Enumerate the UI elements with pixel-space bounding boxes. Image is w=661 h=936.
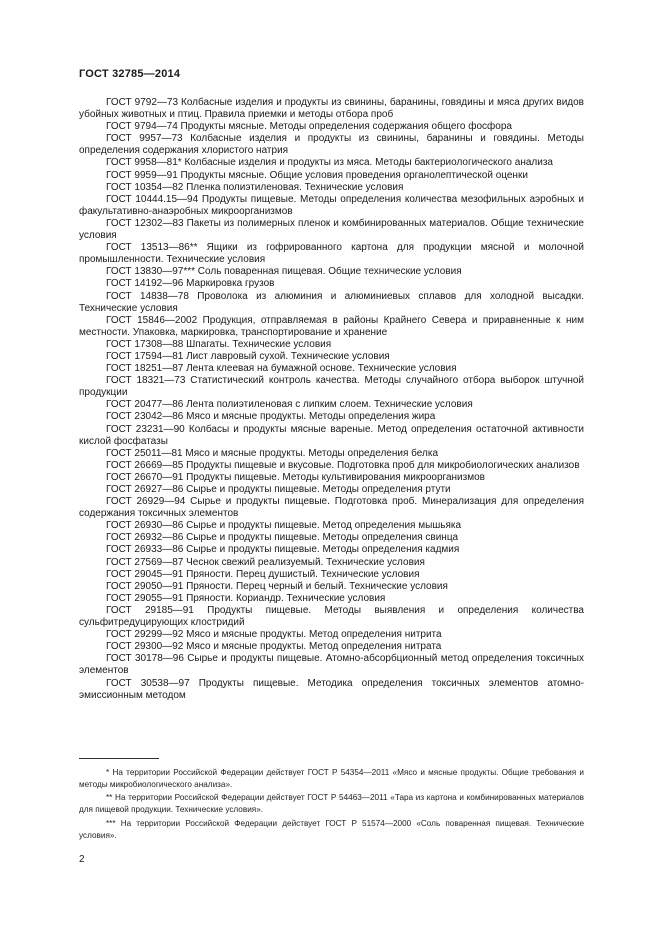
reference-entry: ГОСТ 14192—96 Маркировка грузов xyxy=(106,278,275,290)
reference-entry: ГОСТ 23042—86 Мясо и мясные продукты. Методы определения жира xyxy=(106,411,436,423)
reference-entry: ГОСТ 9958—81* Колбасные изделия и продукты из мяса. Методы бактериологического анализа xyxy=(106,157,553,169)
reference-entry: ГОСТ 10444.15—94 Продукты пищевые. Методы определения количества мезофильных аэробных и факультативно-анаэробных микроорганизмов xyxy=(79,193,584,217)
reference-entry: ГОСТ 9957—73 Колбасные изделия и продукты из свинины, баранины и говядины. Методы определения содержания хлористого натрия xyxy=(79,133,584,157)
reference-entry: ГОСТ 13513—86** Ящики из гофрированного картона для продукции мясной и молочной промышленности. Технические условия xyxy=(79,242,584,266)
document-header: ГОСТ 32785—2014 xyxy=(79,68,181,80)
normative-references-list xyxy=(79,97,584,702)
reference-entry: ГОСТ 29299—92 Мясо и мясные продукты. Метод определения нитрита xyxy=(106,629,442,641)
footnote: *** На территории Российской Федерации действует ГОСТ Р 51574—2000 «Соль поваренная пищевая. Технические условия». xyxy=(79,818,584,840)
reference-entry: ГОСТ 26929—94 Сырье и продукты пищевые. Подготовка проб. Минерализация для определения содержания токсичных элементов xyxy=(79,496,584,520)
footnote-divider xyxy=(79,758,159,759)
reference-entry: ГОСТ 9794—74 Продукты мясные. Методы определения содержания общего фосфора xyxy=(106,121,512,133)
reference-entry: ГОСТ 26669—85 Продукты пищевые и вкусовые. Подготовка проб для микробиологических анализов xyxy=(106,459,580,471)
reference-entry: ГОСТ 9792—73 Колбасные изделия и продукты из свинины, баранины, говядины и мяса других видов убойных животных и птиц. Правила приемки и методы отбора проб xyxy=(79,97,584,121)
reference-entry: ГОСТ 26933—86 Сырье и продукты пищевые. Методы определения кадмия xyxy=(106,544,460,556)
reference-entry: ГОСТ 13830—97*** Соль поваренная пищевая. Общие технические условия xyxy=(106,266,462,278)
reference-entry: ГОСТ 17308—88 Шпагаты. Технические условия xyxy=(106,338,332,350)
reference-entry: ГОСТ 27569—87 Чеснок свежий реализуемый. Технические условия xyxy=(106,556,425,568)
reference-entry: ГОСТ 26932—86 Сырье и продукты пищевые. Методы определения свинца xyxy=(106,532,459,544)
page-number: 2 xyxy=(79,854,85,865)
reference-entry: ГОСТ 12302—83 Пакеты из полимерных пленок и комбинированных материалов. Общие технические условия xyxy=(79,217,584,242)
reference-entry: ГОСТ 15846—2002 Продукция, отправляемая в районы Крайнего Севера и приравненные к ним местности. Упаковка, маркировка, транспортирование и хранение xyxy=(79,314,584,338)
reference-entry: ГОСТ 18321—73 Статистический контроль качества. Методы случайного отбора выборок штучной продукции xyxy=(79,375,584,399)
reference-entry: ГОСТ 29300—92 Мясо и мясные продукты. Метод определения нитрата xyxy=(106,641,442,653)
reference-entry: ГОСТ 18251—87 Лента клеевая на бумажной основе. Технические условия xyxy=(106,363,457,375)
reference-entry: ГОСТ 29055—91 Пряности. Кориандр. Технические условия xyxy=(106,592,386,604)
reference-entry: ГОСТ 10354—82 Пленка полиэтиленовая. Технические условия xyxy=(106,181,404,193)
reference-entry: ГОСТ 29050—91 Пряности. Перец черный и белый. Технические условия xyxy=(106,580,448,592)
reference-entry: ГОСТ 30178—96 Сырье и продукты пищевые. Атомно-абсорбционный метод определения токсичных элементов xyxy=(79,653,584,677)
reference-entry: ГОСТ 17594—81 Лист лавровый сухой. Технические условия xyxy=(106,350,390,362)
footnote: ** На территории Российской Федерации действует ГОСТ Р 54463—2011 «Тара из картона и комбинированных материалов для пищевой продукции. Технические условия». xyxy=(79,793,584,815)
reference-entry: ГОСТ 26930—86 Сырье и продукты пищевые. Метод определения мышьяка xyxy=(106,520,462,532)
reference-entry: ГОСТ 23231—90 Колбасы и продукты мясные вареные. Метод определения остаточной активности кислой фосфатазы xyxy=(79,423,584,447)
reference-entry: ГОСТ 14838—78 Проволока из алюминия и алюминиевых сплавов для холодной высадки. Технические условия xyxy=(79,290,584,314)
reference-entry: ГОСТ 26927—86 Сырье и продукты пищевые. Методы определения ртути xyxy=(106,484,451,495)
footnote: * На территории Российской Федерации действует ГОСТ Р 54354—2011 «Мясо и мясные продукты. Общие требования и методы микробиологического анализа». xyxy=(79,768,584,789)
reference-entry: ГОСТ 26670—91 Продукты пищевые. Методы культивирования микроорганизмов xyxy=(106,471,485,483)
reference-entry: ГОСТ 29045—91 Пряности. Перец душистый. Технические условия xyxy=(106,568,420,580)
reference-entry: ГОСТ 25011—81 Мясо и мясные продукты. Методы определения белка xyxy=(106,447,439,459)
reference-entry: ГОСТ 20477—86 Лента полиэтиленовая с липким слоем. Технические условия xyxy=(106,399,473,411)
reference-entry: ГОСТ 9959—91 Продукты мясные. Общие условия проведения органолептической оценки xyxy=(106,169,528,181)
footnotes xyxy=(79,767,584,843)
reference-entry: ГОСТ 30538—97 Продукты пищевые. Методика определения токсичных элементов атомно-эмиссионным методом xyxy=(79,677,584,701)
reference-entry: ГОСТ 29185—91 Продукты пищевые. Методы выявления и определения количества сульфитредуцирующих клостридий xyxy=(79,604,584,629)
